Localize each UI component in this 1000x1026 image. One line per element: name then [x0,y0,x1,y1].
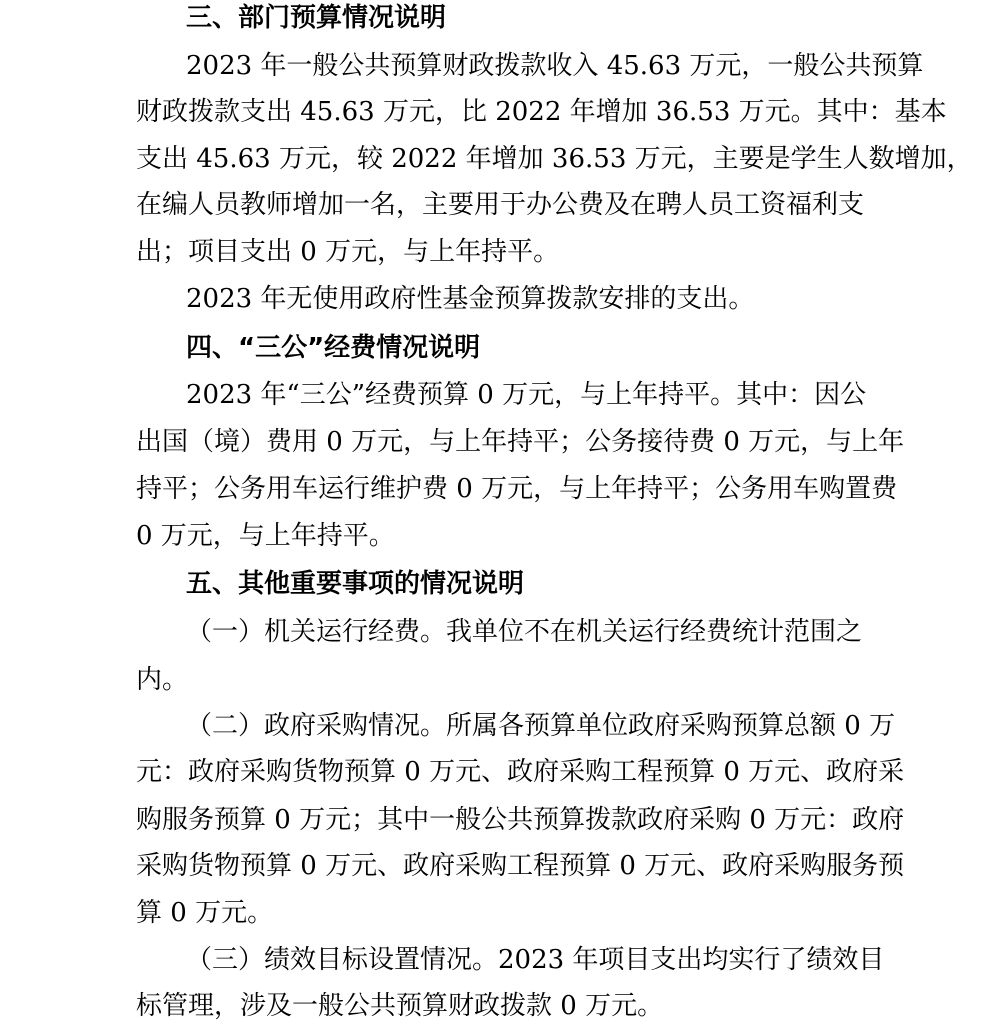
paragraph-line: 持平；公务用车运行维护费 0 万元，与上年持平；公务用车购置费 [136,474,898,504]
paragraph-line: 支出 45.63 万元，较 2022 年增加 36.53 万元，主要是学生人数增加， [136,144,973,174]
paragraph-line: 采购货物预算 0 万元、政府采购工程预算 0 万元、政府采购服务预 [136,851,905,881]
section-heading-three-public: 四、“三公”经费情况说明 [186,333,481,363]
paragraph-line: 元：政府采购货物预算 0 万元、政府采购工程预算 0 万元、政府采 [136,757,905,787]
paragraph-line: 购服务预算 0 万元；其中一般公共预算拨款政府采购 0 万元：政府 [136,805,905,835]
paragraph-line: 算 0 万元。 [136,898,274,928]
paragraph-line: 出；项目支出 0 万元，与上年持平。 [136,237,560,267]
paragraph-line: （二）政府采购情况。所属各预算单位政府采购预算总额 0 万 [186,711,896,741]
section-heading-other-matters: 五、其他重要事项的情况说明 [186,569,525,599]
paragraph-line: 内。 [136,665,189,695]
paragraph-line: 在编人员教师增加一名，主要用于办公费及在聘人员工资福利支 [136,190,865,220]
paragraph-line: （三）绩效目标设置情况。2023 年项目支出均实行了绩效目 [186,945,885,975]
paragraph-line: 2023 年无使用政府性基金预算拨款安排的支出。 [186,284,755,314]
paragraph-line: 0 万元，与上年持平。 [136,521,395,551]
section-heading-budget: 三、部门预算情况说明 [186,3,447,33]
paragraph-line: （一）机关运行经费。我单位不在机关运行经费统计范围之 [186,617,863,647]
paragraph-line: 财政拨款支出 45.63 万元，比 2022 年增加 36.53 万元。其中：基本 [136,97,947,127]
paragraph-line: 出国（境）费用 0 万元，与上年持平；公务接待费 0 万元，与上年 [136,427,905,457]
paragraph-line: 2023 年“三公”经费预算 0 万元，与上年持平。其中：因公 [186,380,867,410]
paragraph-line: 2023 年一般公共预算财政拨款收入 45.63 万元，一般公共预算 [186,51,924,81]
paragraph-line: 标管理，涉及一般公共预算财政拨款 0 万元。 [136,991,664,1021]
